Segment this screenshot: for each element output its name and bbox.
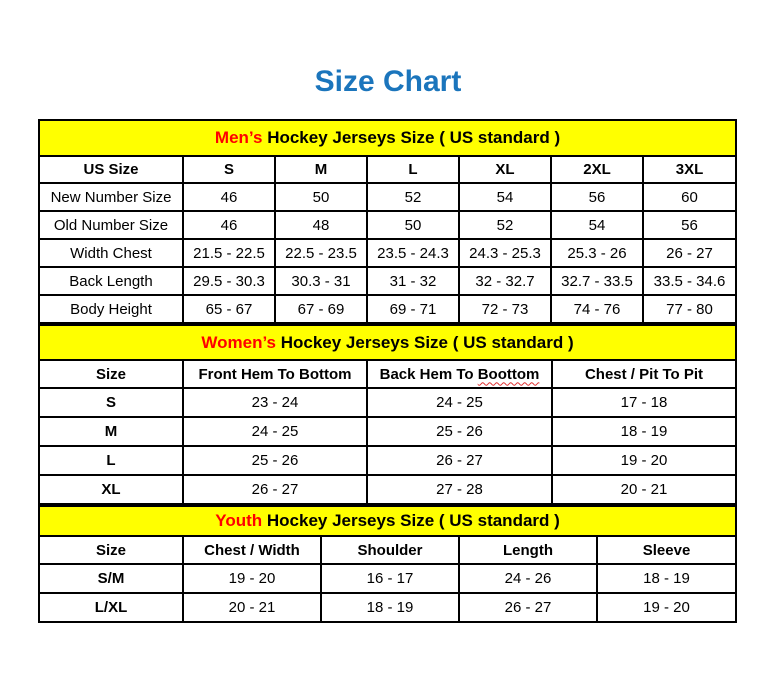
womens-section-title bbox=[39, 325, 736, 360]
cell: 50 bbox=[275, 183, 367, 211]
cell: 48 bbox=[275, 211, 367, 239]
cell: 74 - 76 bbox=[551, 295, 643, 323]
womens-col-size: Size bbox=[39, 360, 183, 388]
cell: 20 - 21 bbox=[552, 475, 736, 504]
mens-row-back-length bbox=[39, 267, 736, 295]
womens-section-rest: Hockey Jerseys Size ( US standard ) bbox=[276, 332, 574, 352]
cell: 25 - 26 bbox=[183, 446, 367, 475]
cell: 52 bbox=[459, 211, 551, 239]
womens-header-row bbox=[39, 360, 736, 388]
cell: 24 - 25 bbox=[367, 388, 552, 417]
cell: 56 bbox=[643, 211, 736, 239]
mens-col-xl: XL bbox=[459, 156, 551, 183]
youth-row-lxl bbox=[39, 593, 736, 622]
cell: 72 - 73 bbox=[459, 295, 551, 323]
row-label: S bbox=[39, 388, 183, 417]
cell: 23 - 24 bbox=[183, 388, 367, 417]
cell: 19 - 20 bbox=[552, 446, 736, 475]
row-label: Back Length bbox=[39, 267, 183, 295]
youth-section-title bbox=[39, 506, 736, 536]
youth-col-shoulder: Shoulder bbox=[321, 536, 459, 564]
cell: 56 bbox=[551, 183, 643, 211]
cell: 54 bbox=[459, 183, 551, 211]
mens-row-new-number-size bbox=[39, 183, 736, 211]
mens-section-highlight: Men’s bbox=[214, 128, 263, 147]
cell: 23.5 - 24.3 bbox=[367, 239, 459, 267]
cell: 77 - 80 bbox=[643, 295, 736, 323]
page-title: Size Chart bbox=[314, 65, 462, 98]
cell: 32 - 32.7 bbox=[459, 267, 551, 295]
youth-col-size: Size bbox=[39, 536, 183, 564]
mens-col-3xl: 3XL bbox=[643, 156, 736, 183]
youth-section-highlight: Youth bbox=[215, 511, 263, 530]
youth-size-table bbox=[38, 505, 737, 623]
mens-row-width-chest bbox=[39, 239, 736, 267]
row-label: L bbox=[39, 446, 183, 475]
mens-col-2xl: 2XL bbox=[551, 156, 643, 183]
size-tables-stack bbox=[38, 119, 735, 623]
cell: 16 - 17 bbox=[321, 564, 459, 593]
womens-size-table bbox=[38, 324, 737, 505]
cell: 18 - 19 bbox=[321, 593, 459, 622]
row-label: L/XL bbox=[39, 593, 183, 622]
cell: 22.5 - 23.5 bbox=[275, 239, 367, 267]
womens-section-band bbox=[39, 325, 736, 360]
cell: 30.3 - 31 bbox=[275, 267, 367, 295]
cell: 26 - 27 bbox=[459, 593, 597, 622]
cell: 26 - 27 bbox=[183, 475, 367, 504]
row-label: New Number Size bbox=[39, 183, 183, 211]
womens-col-chest: Chest / Pit To Pit bbox=[552, 360, 736, 388]
womens-col-back-hem bbox=[367, 360, 552, 388]
cell: 26 - 27 bbox=[643, 239, 736, 267]
cell: 17 - 18 bbox=[552, 388, 736, 417]
womens-row-l bbox=[39, 446, 736, 475]
row-label: Width Chest bbox=[39, 239, 183, 267]
womens-row-xl bbox=[39, 475, 736, 504]
mens-row-old-number-size bbox=[39, 211, 736, 239]
mens-section-band bbox=[39, 120, 736, 156]
row-label: Body Height bbox=[39, 295, 183, 323]
cell: 31 - 32 bbox=[367, 267, 459, 295]
cell: 20 - 21 bbox=[183, 593, 321, 622]
cell: 54 bbox=[551, 211, 643, 239]
mens-section-title bbox=[39, 120, 736, 156]
womens-row-s bbox=[39, 388, 736, 417]
cell: 46 bbox=[183, 211, 275, 239]
cell: 29.5 - 30.3 bbox=[183, 267, 275, 295]
youth-col-sleeve: Sleeve bbox=[597, 536, 736, 564]
cell: 32.7 - 33.5 bbox=[551, 267, 643, 295]
row-label: S/M bbox=[39, 564, 183, 593]
cell: 60 bbox=[643, 183, 736, 211]
cell: 25 - 26 bbox=[367, 417, 552, 446]
cell: 26 - 27 bbox=[367, 446, 552, 475]
cell: 50 bbox=[367, 211, 459, 239]
youth-col-length: Length bbox=[459, 536, 597, 564]
womens-col-front-hem: Front Hem To Bottom bbox=[183, 360, 367, 388]
cell: 24 - 26 bbox=[459, 564, 597, 593]
cell: 46 bbox=[183, 183, 275, 211]
cell: 67 - 69 bbox=[275, 295, 367, 323]
cell: 52 bbox=[367, 183, 459, 211]
cell: 19 - 20 bbox=[597, 593, 736, 622]
mens-col-s: S bbox=[183, 156, 275, 183]
mens-row-body-height bbox=[39, 295, 736, 323]
youth-row-sm bbox=[39, 564, 736, 593]
youth-col-chest-width: Chest / Width bbox=[183, 536, 321, 564]
mens-col-m: M bbox=[275, 156, 367, 183]
cell: 27 - 28 bbox=[367, 475, 552, 504]
womens-row-m bbox=[39, 417, 736, 446]
cell: 19 - 20 bbox=[183, 564, 321, 593]
cell: 24.3 - 25.3 bbox=[459, 239, 551, 267]
cell: 65 - 67 bbox=[183, 295, 275, 323]
mens-header-row bbox=[39, 156, 736, 183]
back-hem-prefix: Back Hem To bbox=[379, 365, 478, 383]
youth-section-rest: Hockey Jerseys Size ( US standard ) bbox=[262, 511, 560, 530]
womens-section-highlight: Women’s bbox=[201, 332, 276, 352]
cell: 21.5 - 22.5 bbox=[183, 239, 275, 267]
mens-size-table bbox=[38, 119, 737, 324]
cell: 69 - 71 bbox=[367, 295, 459, 323]
mens-section-rest: Hockey Jerseys Size ( US standard ) bbox=[262, 128, 561, 147]
row-label: Old Number Size bbox=[39, 211, 183, 239]
mens-col-us-size: US Size bbox=[39, 156, 183, 183]
row-label: XL bbox=[39, 475, 183, 504]
row-label: M bbox=[39, 417, 183, 446]
youth-header-row bbox=[39, 536, 736, 564]
youth-section-band bbox=[39, 506, 736, 536]
cell: 24 - 25 bbox=[183, 417, 367, 446]
cell: 25.3 - 26 bbox=[551, 239, 643, 267]
cell: 33.5 - 34.6 bbox=[643, 267, 736, 295]
cell: 18 - 19 bbox=[597, 564, 736, 593]
back-hem-misspelled-word: Boottom bbox=[477, 365, 540, 383]
cell: 18 - 19 bbox=[552, 417, 736, 446]
mens-col-l: L bbox=[367, 156, 459, 183]
